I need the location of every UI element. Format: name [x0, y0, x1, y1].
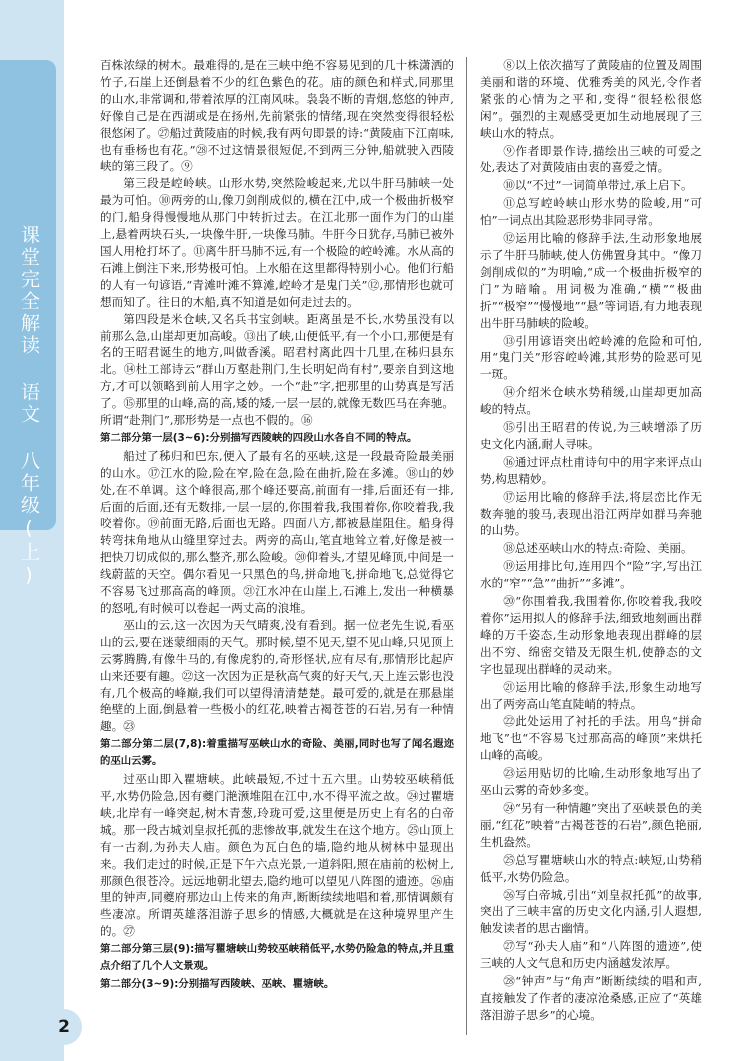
annotation-note: ⑩以“不过”一词简单带过,承上启下。: [503, 178, 693, 193]
annotation-note: ⑧以上依次描写了黄陵庙的位置及周围美丽和谐的环境、优雅秀美的风光,令作者紧张的心情为之平和,变得“很轻松很悠闲”。强烈的主观感受更加生动地展现了三峡山水的特点。: [480, 58, 702, 140]
annotation-note: ⑰运用比喻的修辞手法,将层峦比作无数奔驰的骏马,表现出沿江两岸如群马奔驰的山势。: [480, 489, 702, 538]
column-divider: [466, 57, 467, 1035]
annotation-note: ⑮引出王昭君的传说,为三峡增添了历史文化内涵,耐人寻味。: [480, 420, 702, 451]
annotation-note: ⑬引用谚语突出崆岭滩的危险和可怕,用“鬼门关”形容崆岭滩,其形势的险恶可见一斑。: [480, 333, 702, 382]
side-tab-label: 课堂完全解读 语文 八年级(上): [18, 225, 40, 589]
text-paragraph: 第三段是崆岭峡。山形水势,突然险峻起来,尤以牛肝马肺峡一处最为可怕。⑩两旁的山,像刀剑削成似的,横在江中,成一个极曲折极窄的门,船身得慢慢地从那门中转折过去。在江北那一面作为门的山崖上,悬着两块石头,一块像牛肝,一块像马肺。牛肝今日犹存,马肺已被外国人用枪打坏了。⑪离牛肝马肺不远,有一个极险的崆岭滩。水从高的石滩上倒注下来,形势极可怕。上水船在这里都得特别小心。他们行船的人有一句谚语,“青滩叶滩不算滩,崆岭才是鬼门关”⑫,那情形也就可想而知了。往日的木船,真不知道是如何走过去的。: [100, 176, 454, 309]
annotation-note: ⑫运用比喻的修辞手法,生动形象地展示了牛肝马肺峡,使人仿佛置身其中。“像刀剑削成似的”为明喻,“成一个极曲折极窄的门”为暗喻。用词极为准确,“横”“极曲折”“极窄”“慢慢地”“悬”等词语,有力地表现出牛肝马肺峡的险峻。: [480, 231, 702, 330]
text-paragraph: 巫山的云,这一次因为天气晴爽,没有看到。据一位老先生说,看巫山的云,要在迷蒙细雨的天气。那时候,望不见天,望不见山峰,只见顶上云雾腾腾,有像牛马的,有像虎豹的,奇形怪状,应有尽有,那情形比起庐山来还要有趣。㉒这一次因为正是秋高气爽的好天气,天上连云影也没有,几个极高的峰巅,我们可以望得清清楚楚。最可爱的,就是在那悬崖绝壁的上面,倒悬着一些极小的红花,映着古褐苍苍的石岩,另有一种情趣。㉓: [100, 617, 454, 734]
annotation-note: ⑭介绍米仓峡水势稍缓,山崖却更加高峻的特点。: [480, 385, 702, 417]
annotation-note: ⑳“你围着我,我围着你,你咬着我,我咬着你”运用拟人的修辞手法,细致地刻画出群峰的万千姿态,生动形象地表现出群峰的层出不穷、绵密交错及无限生机,使静态的文字也显现出群峰的灵动来。: [480, 594, 702, 676]
text-paragraph: 过巫山即入瞿塘峡。此峡最短,不过十五六里。山势较巫峡稍低平,水势仍险急,因有夔门滟滪堆阻在江中,水不得平流之故。㉔过瞿塘峡,北岸有一峰突起,树木青葱,玲珑可爱,这里便是历史上有名的白帝城。那一段古城刘皇叔托孤的悲惨故事,就发生在这个地方。㉕山顶上有一古刹,为孙夫人庙。颜色为瓦白色的墙,隐约地从树林中显现出来。我们走过的时候,正是下午六点光景,一道斜阳,照在庙前的松树上,那颜色很苍冷。远远地朝北望去,隐约地可以望见八阵图的遗迹。㉖庙里的钟声,同夔府那边山上传来的角声,断断续续地唱和着,那情调颇有些凄凉。所谓英雄落泪游子思乡的情感,大概就是在这种境界里产生的。㉗: [100, 772, 454, 939]
annotation-note: ⑲运用排比句,连用四个“险”字,写出江水的“窄”“急”“曲折”“多滩”。: [480, 559, 702, 591]
main-text-column: [100, 57, 454, 994]
annotation-note: ⑯通过评点杜甫诗句中的用字来评点山势,构思精妙。: [480, 454, 702, 486]
annotation-note: ㉘“钟声”与“角声”断断续续的唱和声,直接触发了作者的凄凉沧桑感,正应了“英雄落泪游子思乡”的心境。: [480, 974, 702, 1022]
section-summary: 第二部分第一层(3~6):分别描写西陵峡的四段山水各自不同的特点。: [100, 431, 418, 444]
annotation-note: ⑨作者即景作诗,描绘出三峡的可爱之处,表达了对黄陵庙由衷的喜爱之情。: [480, 143, 702, 175]
side-tab: [0, 0, 64, 1061]
annotation-note: ㉓运用贴切的比喻,生动形象地写出了巫山云雾的奇妙多变。: [480, 766, 702, 798]
annotation-note: ㉒此处运用了衬托的手法。用鸟“拼命地飞”也“不容易飞过那高高的峰顶”来烘托山峰的高峻。: [480, 714, 702, 763]
annotation-note: ㉗写“孙夫人庙”和“八阵图的遗迹”,使三峡的人文气息和历史内涵越发浓厚。: [480, 939, 702, 971]
annotation-note: ㉖写白帝城,引出“刘皇叔托孤”的故事,突出了三峡丰富的历史文化内涵,引人遐想,触发读者的思古幽情。: [480, 887, 702, 936]
section-summary: 第二部分第二层(7,8):着重描写巫峡山水的奇险、美丽,同时也写了闻名遐迩的巫山云雾。: [100, 738, 454, 768]
annotation-note: ㉕总写瞿塘峡山水的特点:峡短,山势稍低平,水势仍险急。: [480, 852, 702, 884]
text-paragraph: 第四段是米仓峡,又名兵书宝剑峡。距离虽是不长,水势虽没有以前那么急,山崖却更加高峻。⑬出了峡,山便低平,有一个小口,那便是有名的王昭君诞生的地方,叫做香溪。昭君村离此四十几里,在秭归县东北。⑭杜工部诗云“群山万壑赴荆门,生长明妃尚有村”,要亲自到这地方,才可以领略到前人用字之妙。一个“赴”字,把那里的山势真是写活了。⑮那里的山峰,高的高,矮的矮,一层一层的,就像无数匹马在奔驰。所谓“赴荆门”,那形势是一点也不假的。⑯: [100, 311, 454, 428]
annotation-note: ㉑运用比喻的修辞手法,形象生动地写出了两旁高山笔直陡峭的特点。: [480, 679, 702, 711]
section-summary: 第二部分(3~9):分别描写西陵峡、巫峡、瞿塘峡。: [100, 977, 335, 990]
text-paragraph: 船过了秭归和巴东,便入了最有名的巫峡,这是一段最奇险最美丽的山水。⑰江水的险,险在窄,险在急,险在曲折,险在多滩。⑱山的妙处,在不单调。这个峰很高,那个峰还要高,前面有一排,后面还有一排,后面的后面,还有无数排,一层一层的,你围着我,我围着你,你咬着我,我咬着你。⑲前面无路,后面也无路。四面八方,都被悬崖阻住。船身得转弯抹角地从山缝里穿过去。两旁的高山,笔直地耸立着,好像是被一把快刀切成似的,那么整齐,那么险峻。⑳仰着头,才望见峰顶,中间是一线蔚蓝的天空。偶尔看见一只黑色的鸟,拼命地飞,拼命地飞,总觉得它不容易飞过那高高的峰顶。㉑江水冲在山崖上,石滩上,发出一种横暴的怒吼,有时候可以卷起一两丈高的浪堆。: [100, 448, 454, 615]
text-paragraph: 百株浓绿的树木。最难得的,是在三峡中绝不容易见到的几十株潇洒的竹子,石崖上还倒悬着不少的红色紫色的花。庙的颜色和样式,同那里的山水,非常调和,带着浓厚的江南风味。袅袅不断的青烟,悠悠的钟声,好像自己是在西湖或是在扬州,先前紧张的情绪,现在突然变得很轻松很悠闲了。㉗船过黄陵庙的时候,我有两句即景的诗:“黄陵庙下江南味,也有垂杨也有花。”㉘不过这情景很短促,不到两三分钟,船就驶入西陵峡的第三段了。⑨: [100, 58, 454, 174]
annotation-note: ⑪总写崆岭峡山形水势的险峻,用“可怕”一词点出其险恶形势非同寻常。: [480, 196, 702, 228]
notes-column: [480, 57, 702, 1025]
annotation-note: ㉔“另有一种情趣”突出了巫峡景色的美丽,“红花”映着“古褐苍苍的石岩”,颜色艳丽,生机盎然。: [480, 800, 702, 849]
page-number: 2: [46, 1009, 82, 1045]
annotation-note: ⑱总述巫峡山水的特点:奇险、美丽。: [503, 541, 693, 556]
section-summary: 第二部分第三层(9):描写瞿塘峡山势较巫峡稍低平,水势仍险急的特点,并且重点介绍了几个人文景观。: [100, 943, 454, 973]
